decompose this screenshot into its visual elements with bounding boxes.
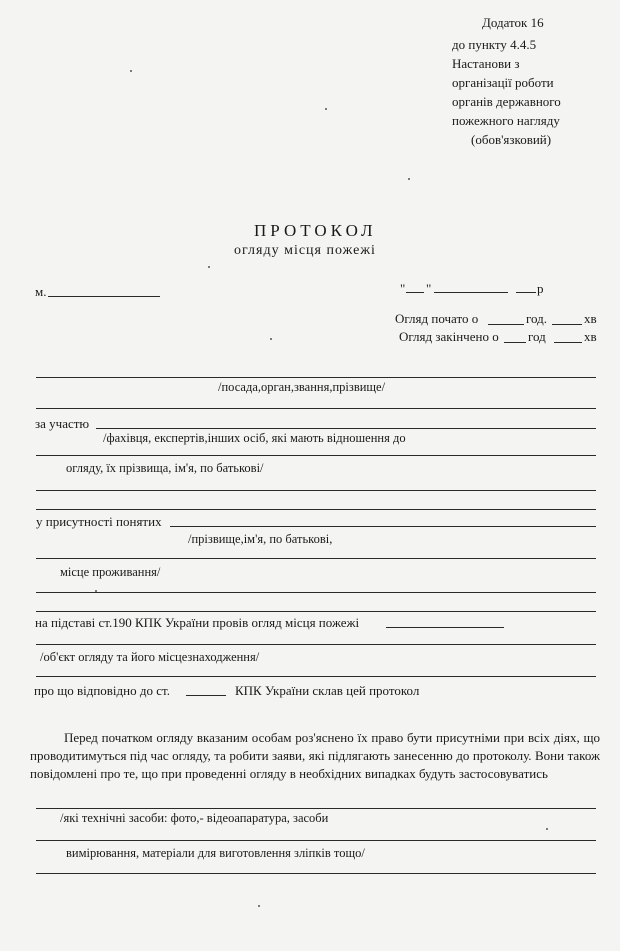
document-subtitle: огляду місця пожежі: [234, 243, 376, 258]
participation-field-3[interactable]: [36, 490, 596, 491]
date-month-field[interactable]: [434, 292, 508, 293]
scan-speck: [270, 338, 272, 340]
object-caption: /об'єкт огляду та його місцезнаходження/: [40, 650, 260, 664]
appendix-doc-line2: організації роботи: [452, 75, 554, 90]
start-hour-unit: год.: [526, 311, 547, 326]
object-field[interactable]: [36, 644, 596, 645]
end-minute-unit: хв: [584, 329, 597, 344]
means-caption-2: вимірювання, матеріали для виготовлення зліпків тощо/: [66, 846, 365, 860]
scan-speck: [546, 828, 548, 830]
means-field[interactable]: [36, 808, 596, 809]
appendix-clause: до пункту 4.4.5: [452, 37, 537, 52]
means-field-2[interactable]: [36, 840, 596, 841]
end-time-label: Огляд закінчено о: [399, 329, 499, 344]
scan-speck: [130, 70, 132, 72]
end-hour-field[interactable]: [504, 342, 526, 343]
appendix-doc-line4: пожежного нагляду: [452, 113, 560, 128]
witnesses-field-4[interactable]: [36, 611, 596, 612]
date-close-quote: ": [426, 281, 432, 296]
scan-speck: [408, 178, 410, 180]
protocol-suffix: КПК України склав цей протокол: [235, 683, 420, 698]
object-field-2[interactable]: [36, 676, 596, 677]
document-title: ПРОТОКОЛ: [254, 221, 377, 240]
start-time-label: Огляд почато о: [395, 311, 479, 326]
witnesses-field-3[interactable]: [36, 592, 596, 593]
scan-speck: [325, 108, 327, 110]
witnesses-caption-1: /прізвище,ім'я, по батькові,: [188, 532, 333, 546]
means-caption-1: /які технічні засоби: фото,- відеоапаратура, засоби: [60, 811, 329, 825]
fire-location-field[interactable]: [386, 627, 504, 628]
participation-field-4[interactable]: [36, 509, 596, 510]
inspector-caption: /посада,орган,звання,прізвище/: [218, 380, 386, 394]
place-prefix: м.: [35, 284, 47, 299]
appendix-mandatory: (обов'язковий): [471, 132, 552, 147]
basis-text: на підставі ст.190 КПК України провів огляд місця пожежі: [35, 615, 360, 630]
end-hour-unit: год: [528, 329, 546, 344]
means-field-3[interactable]: [36, 873, 596, 874]
participation-field[interactable]: [96, 428, 596, 429]
appendix-doc-line3: органів державного: [452, 94, 561, 109]
witnesses-label: у присутності понятих: [36, 514, 162, 529]
scan-speck: [258, 905, 260, 907]
blank-line[interactable]: [36, 408, 596, 409]
participation-caption-2: огляду, їх прізвища, ім'я, по батькові/: [66, 461, 264, 475]
start-hour-field[interactable]: [488, 324, 524, 325]
end-minute-field[interactable]: [554, 342, 582, 343]
date-year-field[interactable]: [516, 292, 536, 293]
scan-speck: [208, 266, 210, 268]
participation-label: за участю: [35, 416, 90, 431]
rights-paragraph: Перед початком огляду вказаним особам роз'яснено їх право бути присутніми при всіх діях, що проводитимуться під час огляду, та робити заяви, які підлягають занесенню до протоколу. Вони також повідомлені про те, що при проведенні огляду в необхідних випадках будуть застосовуватись: [30, 730, 600, 781]
date-suffix: р: [537, 281, 544, 296]
appendix-doc-line1: Настанови з: [452, 56, 520, 71]
witnesses-field[interactable]: [170, 526, 596, 527]
place-field[interactable]: [48, 296, 160, 297]
protocol-prefix: про що відповідно до ст.: [34, 683, 170, 698]
start-minute-unit: хв: [584, 311, 597, 326]
date-open-quote: ": [400, 281, 406, 296]
inspector-field[interactable]: [36, 377, 596, 378]
participation-field-2[interactable]: [36, 455, 596, 456]
start-minute-field[interactable]: [552, 324, 582, 325]
date-day-field[interactable]: [406, 292, 424, 293]
article-number-field[interactable]: [186, 695, 226, 696]
participation-caption-1: /фахівця, експертів,інших осіб, які мають відношення до: [103, 431, 406, 445]
appendix-number: Додаток 16: [482, 15, 544, 30]
witnesses-field-2[interactable]: [36, 558, 596, 559]
witnesses-caption-2: місце проживання/: [60, 565, 161, 579]
scan-speck: [95, 590, 97, 592]
